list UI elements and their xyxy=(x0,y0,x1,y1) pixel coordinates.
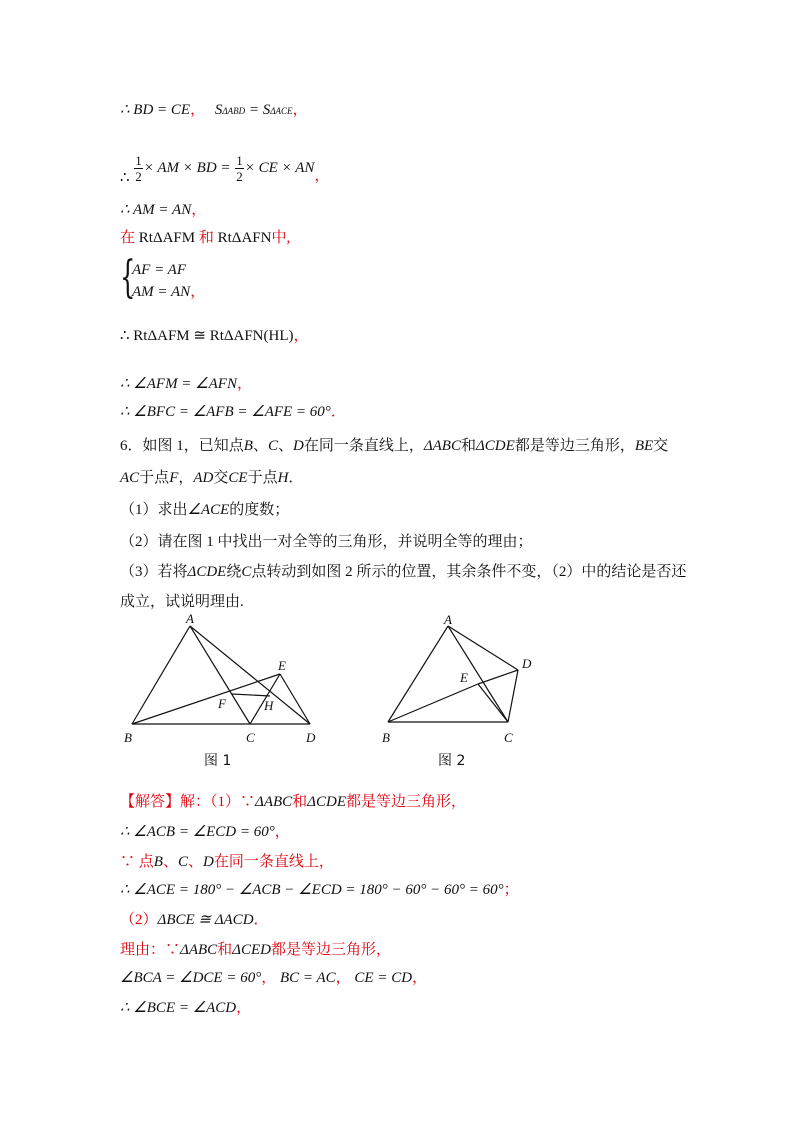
line-am-an-system: AM = AN， xyxy=(132,284,206,300)
line-af-af: AF = AF xyxy=(132,262,187,278)
fig2-label-e: E xyxy=(460,670,468,685)
line-angle-bfc: ∴ ∠BFC = ∠AFB = ∠AFE = 60°． xyxy=(120,404,346,420)
fig2-label-a: A xyxy=(444,612,452,627)
solution-line8: ∴ ∠BCE = ∠ACD， xyxy=(120,1000,252,1016)
solution-line4: ∴ ∠ACE = 180° − ∠ACB − ∠ECD = 180° − 60° − 60° = 60°； xyxy=(120,882,519,898)
figure-1-caption: 图 1 xyxy=(204,753,232,769)
problem-part1: （1）求出∠ACE的度数； xyxy=(120,502,290,518)
fig2-line-ed xyxy=(478,670,518,684)
solution-line1: 【解答】解：（1）∵ΔABC和ΔCDE都是等边三角形， xyxy=(120,794,466,810)
fig2-label-d: D xyxy=(522,656,532,671)
fraction-half: $\frac{1}{2}$ xyxy=(135,153,142,185)
fig2-line-ac xyxy=(448,626,508,722)
solution-line5: （2）ΔBCE ≅ ΔACD． xyxy=(120,912,269,928)
fig2-line-ab xyxy=(388,626,448,722)
fig2-line-dc xyxy=(508,670,518,722)
fig1-label-a: A xyxy=(186,612,194,626)
problem-6-line2: AC于点F，AD交CE于点H． xyxy=(120,470,304,486)
figure-2 xyxy=(372,612,552,752)
problem-part3-line1: （3）若将ΔCDE绕C点转动到如图 2 所示的位置，其余条件不变，（2）中的结论是否还 xyxy=(120,564,687,580)
line-angle-afm: ∴ ∠AFM = ∠AFN， xyxy=(120,376,252,392)
line-am-an: ∴ AM = AN， xyxy=(120,202,207,218)
fig2-line-ec xyxy=(478,684,508,722)
fig1-label-d: D xyxy=(306,730,316,745)
solution-line2: ∴ ∠ACB = ∠ECD = 60°， xyxy=(120,824,290,840)
fig2-line-be xyxy=(388,684,478,722)
fig1-line-be xyxy=(132,674,280,724)
fig1-line-ad xyxy=(190,626,310,724)
fig2-label-b: B xyxy=(382,730,390,745)
solution-line6: 理由：∵ΔABC和ΔCED都是等边三角形， xyxy=(120,942,391,958)
fig1-label-b: B xyxy=(124,730,132,745)
fig2-label-c: C xyxy=(504,730,513,745)
fraction-half: $\frac{1}{2}$ xyxy=(236,153,243,185)
solution-line7: ∠BCA = ∠DCE = 60°， BC = AC， CE = CD， xyxy=(120,970,428,986)
line-congruence: ∴ RtΔAFM ≅ RtΔAFN(HL)， xyxy=(120,328,309,344)
figure-2-caption: 图 2 xyxy=(438,753,466,769)
problem-part3-line2: 成立，试说明理由. xyxy=(120,594,244,610)
fig1-label-f: F xyxy=(218,696,226,711)
figure-1 xyxy=(112,612,332,752)
fig1-line-ed xyxy=(280,674,310,724)
line-bd-ce: ∴ BD = CE， SΔABD = SΔACE， xyxy=(120,102,308,118)
fig2-line-ad xyxy=(448,626,518,670)
fig1-line-ab xyxy=(132,626,190,724)
fig1-label-e: E xyxy=(278,658,286,673)
fig1-label-h: H xyxy=(264,698,274,713)
left-brace: { xyxy=(120,252,136,303)
problem-6-line1: 6．如图 1，已知点B、C、D在同一条直线上，ΔABC和ΔCDE都是等边三角形，BE交 xyxy=(120,438,669,454)
problem-part2: （2）请在图 1 中找出一对全等的三角形，并说明全等的理由； xyxy=(120,534,533,550)
line-area-fraction: ∴ $\frac{1}{2}$ × AM × BD = $\frac{1}{2}$ × CE × AN， xyxy=(120,153,330,186)
fig1-line-fh xyxy=(232,694,270,696)
solution-line3: ∵ 点B、C、D在同一条直线上， xyxy=(120,854,334,870)
fig1-label-c: C xyxy=(246,730,255,745)
line-in-triangles: 在 RtΔAFM 和 RtΔAFN中, xyxy=(120,230,291,246)
